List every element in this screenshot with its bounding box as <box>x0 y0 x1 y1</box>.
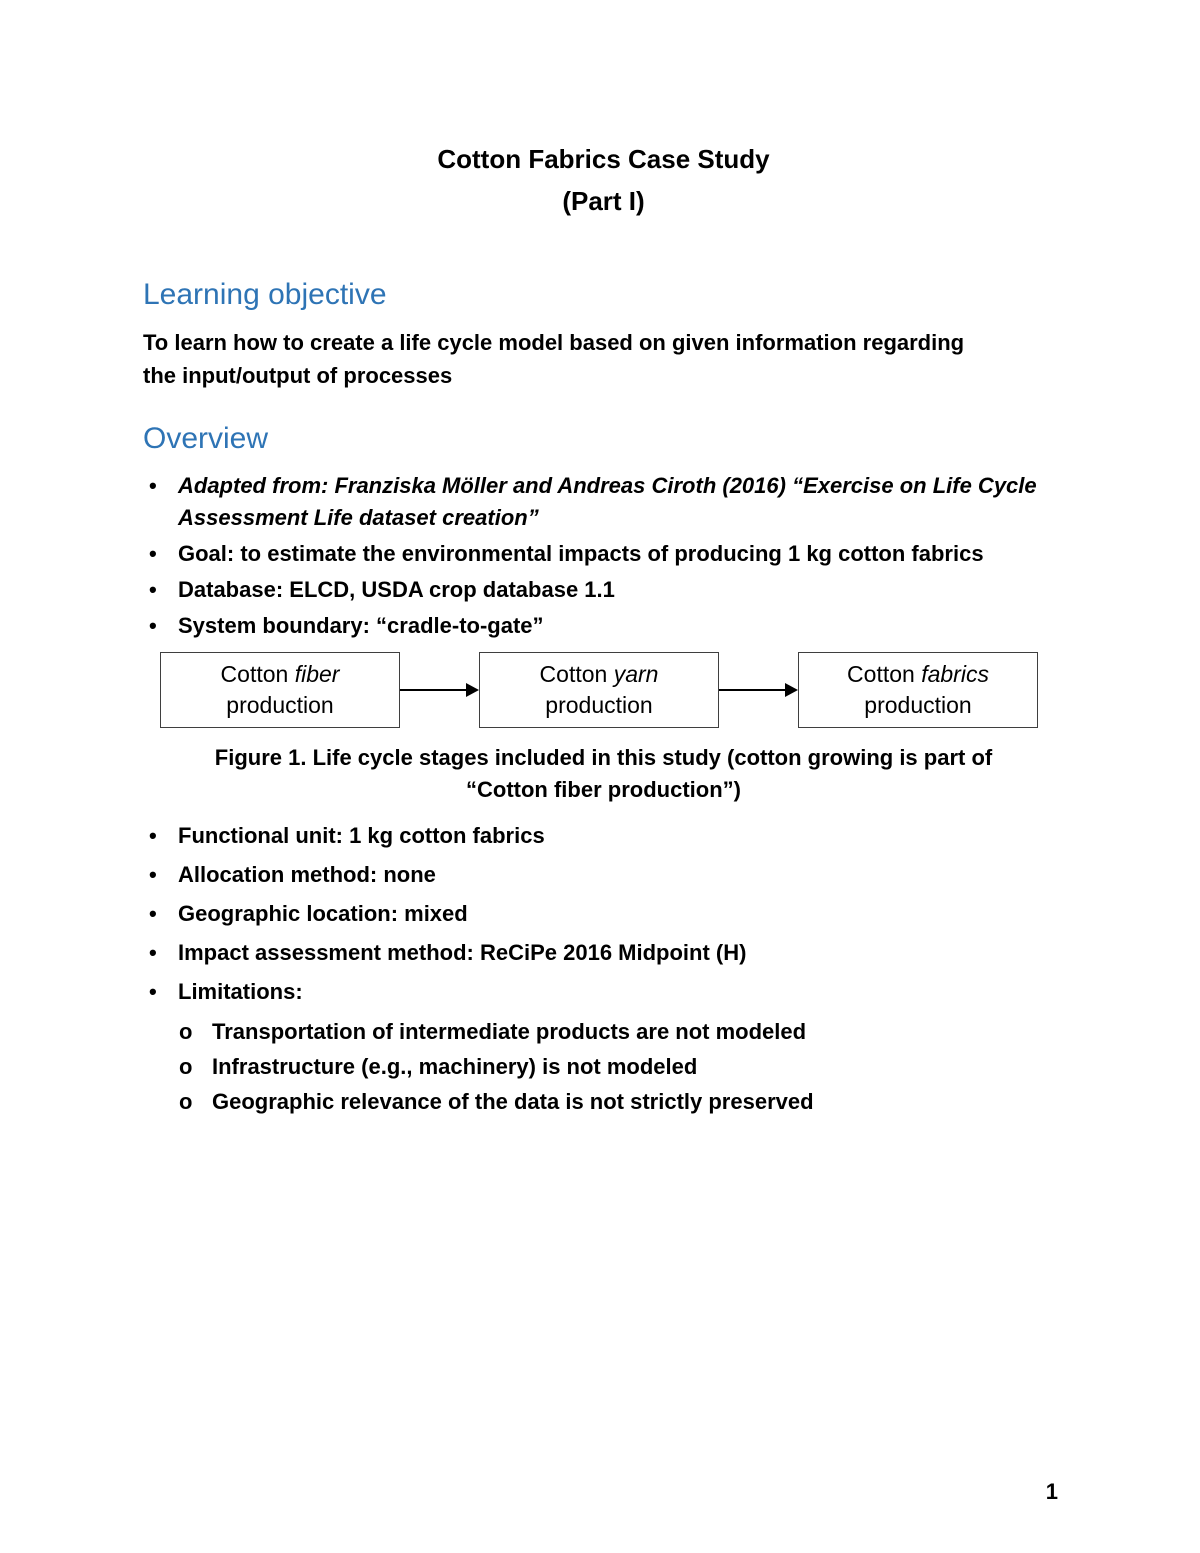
bullet-icon: • <box>149 979 157 1004</box>
box-word: Cotton <box>847 661 915 687</box>
list-item <box>143 574 1064 606</box>
bullet-icon: • <box>149 541 157 566</box>
sub-bullet-icon: o <box>179 1054 193 1079</box>
list-item <box>143 976 1064 1008</box>
bullet-icon: • <box>149 940 157 965</box>
sub-bullet-icon: o <box>179 1019 193 1044</box>
bullet-icon: • <box>149 823 157 848</box>
arrow-shaft <box>719 689 787 691</box>
list-item <box>143 898 1064 930</box>
list-item <box>143 1085 1064 1118</box>
box-line1 <box>484 659 714 690</box>
learning-objective-body: To learn how to create a life cycle model based on given information regarding the input/output of processes <box>143 330 965 388</box>
bullet-icon: • <box>149 862 157 887</box>
bullet-text: Database: ELCD, USDA crop database 1.1 <box>178 577 615 602</box>
box-line1 <box>165 659 395 690</box>
diagram-box-cotton-fabrics <box>798 652 1038 728</box>
bullet-text: Geographic location: mixed <box>178 901 468 926</box>
box-line2: production <box>545 692 653 718</box>
bullet-icon: • <box>149 613 157 638</box>
bullet-text: System boundary: “cradle-to-gate” <box>178 613 544 638</box>
bullet-text: Allocation method: none <box>178 862 436 887</box>
arrow-head <box>785 683 798 697</box>
list-item <box>143 538 1064 570</box>
box-word: Cotton <box>220 661 289 687</box>
overview-bullet-list-bottom <box>143 820 1064 1008</box>
page-number: 1 <box>1045 1479 1058 1504</box>
sub-bullet-text: Infrastructure (e.g., machinery) is not modeled <box>212 1054 698 1079</box>
diagram-box-cotton-fiber <box>160 652 400 728</box>
overview-bullet-list-top <box>143 470 1064 642</box>
figure-caption: Figure 1. Life cycle stages included in this study (cotton growing is part of “Cotton fiber production”) <box>214 745 993 802</box>
bullet-text: Impact assessment method: ReCiPe 2016 Midpoint (H) <box>178 940 747 965</box>
list-item <box>143 1015 1064 1048</box>
arrow-shaft <box>400 689 468 691</box>
document-title <box>143 138 1064 222</box>
list-item <box>143 470 1064 534</box>
box-line2: production <box>226 692 334 718</box>
heading-learning-objective: Learning objective <box>143 278 387 311</box>
list-item <box>143 1050 1064 1083</box>
diagram-box-cotton-yarn <box>479 652 719 728</box>
box-line1 <box>803 659 1033 690</box>
bullet-icon: • <box>149 473 157 498</box>
list-item <box>143 610 1064 642</box>
sub-bullet-text: Geographic relevance of the data is not strictly preserved <box>212 1089 814 1114</box>
box-word-italic: fabrics <box>921 661 989 687</box>
limitations-sub-list <box>143 1015 1064 1118</box>
box-word: Cotton <box>539 661 608 687</box>
arrow-right-icon <box>400 652 479 728</box>
list-item <box>143 937 1064 969</box>
box-line2: production <box>864 692 972 718</box>
bullet-icon: • <box>149 901 157 926</box>
bullet-text: Adapted from: Franziska Möller and Andreas Ciroth (2016) “Exercise on Life Cycle Assessment Life dataset creation” <box>178 473 1037 530</box>
life-cycle-diagram <box>160 652 1038 728</box>
box-word-italic: fiber <box>294 661 340 687</box>
title-line1: Cotton Fabrics Case Study <box>437 144 770 174</box>
bullet-text: Functional unit: 1 kg cotton fabrics <box>178 823 545 848</box>
heading-overview: Overview <box>143 422 269 455</box>
sub-bullet-text: Transportation of intermediate products are not modeled <box>212 1019 807 1044</box>
list-item <box>143 820 1064 852</box>
arrow-right-icon <box>719 652 798 728</box>
title-line2: (Part I) <box>562 186 645 216</box>
box-word-italic: yarn <box>613 661 659 687</box>
bullet-text: Limitations: <box>178 979 303 1004</box>
arrow-head <box>466 683 479 697</box>
list-item <box>143 859 1064 891</box>
sub-bullet-icon: o <box>179 1089 193 1114</box>
bullet-text: Goal: to estimate the environmental impacts of producing 1 kg cotton fabrics <box>178 541 984 566</box>
bullet-icon: • <box>149 577 157 602</box>
